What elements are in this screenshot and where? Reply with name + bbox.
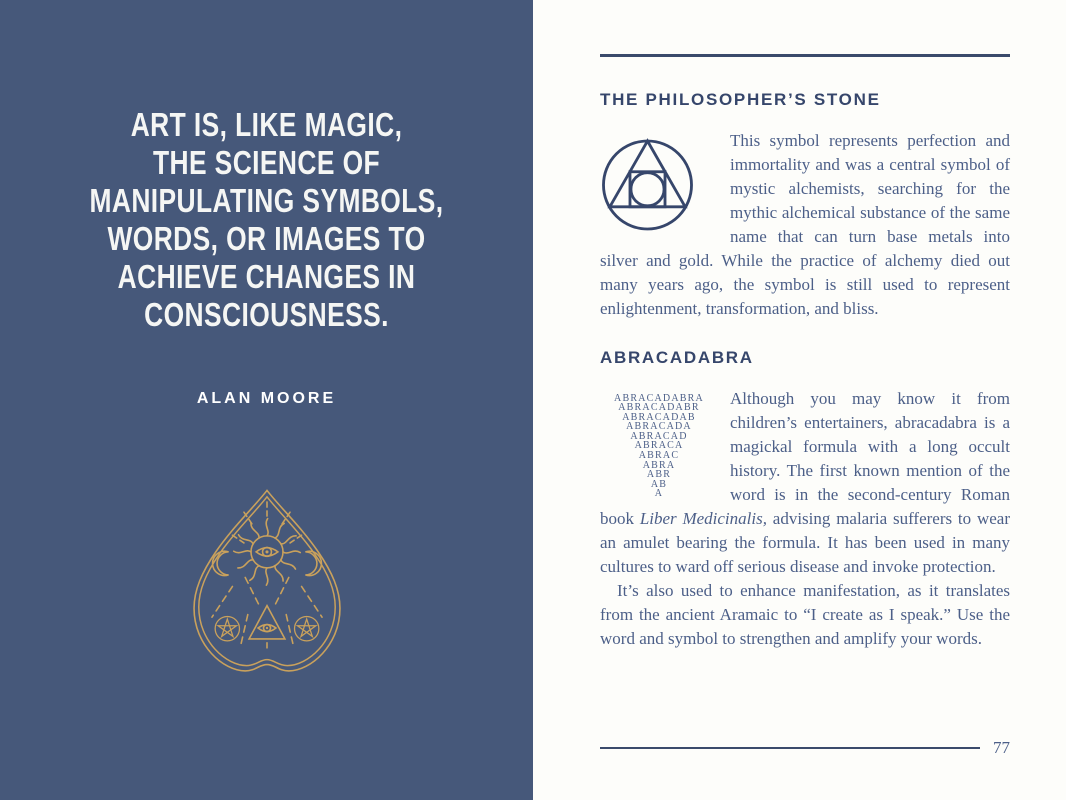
planchette-illustration	[171, 480, 363, 703]
pentagram-left-icon	[215, 617, 239, 641]
pentagram-right-icon	[294, 617, 318, 641]
abracadabra-triangle-line: ABRACAD	[630, 430, 688, 442]
crescent-moon-left-icon	[212, 551, 228, 575]
section-heading-abracadabra: ABRACADABRA	[600, 347, 754, 367]
abracadabra-triangle-line: ABRACADA	[626, 421, 692, 433]
converging-dashes	[211, 577, 321, 647]
abracadabra-text-after-italic: advising malaria sufferers to wear an amulet bearing the formula. It has been used in many cultures to ward off serious disease and invoke protection.	[600, 508, 1010, 576]
abracadabra-triangle-line: A	[654, 488, 664, 500]
abracadabra-triangle-line: ABRACADABR	[618, 402, 700, 414]
philosophers-stone-section	[600, 129, 1010, 321]
quote-line: THE SCIENCE OF	[152, 144, 381, 181]
abracadabra-text-before-italic: Although you may know it from children’s entertainers, abracadabra is a magickal formula with a long occult history. The first known mention of the word is in the second-century Roman book	[600, 388, 1010, 528]
quote-attribution: ALAN MOORE	[196, 390, 337, 407]
philosophers-stone-paragraph: This symbol represents perfection and immortality and was a central symbol of mystic alchemists, searching for the mythic alchemical substance of the same name that can turn base metals into silver and gold. While the practice of alchemy died out many years ago, the symbol is still used to represent enlightenment, transformation, and bliss.	[600, 130, 1010, 318]
quote-line: WORDS, OR IMAGES TO	[107, 220, 426, 257]
abracadabra-triangle-line: ABRA	[642, 459, 676, 471]
section-heading-philosophers-stone: THE PHILOSOPHER’S STONE	[600, 89, 881, 109]
quote-line: ART IS, LIKE MAGIC,	[130, 106, 403, 143]
abracadabra-triangle-line: AB	[650, 478, 668, 490]
top-rule	[600, 54, 1010, 57]
quote-line: ACHIEVE CHANGES IN	[117, 258, 416, 295]
abracadabra-triangle-line: ABRACA	[634, 440, 684, 452]
abracadabra-triangle-line: ABRACADAB	[622, 411, 696, 423]
bottom-rule	[600, 747, 980, 750]
abracadabra-section	[600, 387, 1010, 651]
quote-line: CONSCIOUSNESS.	[144, 296, 389, 333]
page-footer	[600, 738, 1010, 758]
book-title-italic: Liber Medicinalis,	[639, 508, 767, 528]
abracadabra-triangle-line: ABR	[646, 469, 672, 481]
sun-eye-icon	[233, 519, 300, 586]
crescent-moon-right-icon	[305, 551, 321, 575]
quote-line: MANIPULATING SYMBOLS,	[89, 182, 444, 219]
right-page	[533, 0, 1066, 800]
eye-triangle-icon	[249, 606, 285, 648]
abracadabra-triangle-line: ABRAC	[638, 450, 680, 462]
abracadabra-paragraph-2: It’s also used to enhance manifestation, as it translates from the ancient Aramaic to “I create as I speak.” Use the word and symbol to strengthen and amplify your words.	[600, 580, 1010, 648]
abracadabra-triangle-line: ABRACADABRA	[614, 392, 704, 404]
abracadabra-triangle	[600, 394, 718, 500]
page-number: 77	[993, 738, 1010, 757]
quote-block	[0, 106, 533, 334]
philosophers-stone-icon	[600, 132, 695, 238]
